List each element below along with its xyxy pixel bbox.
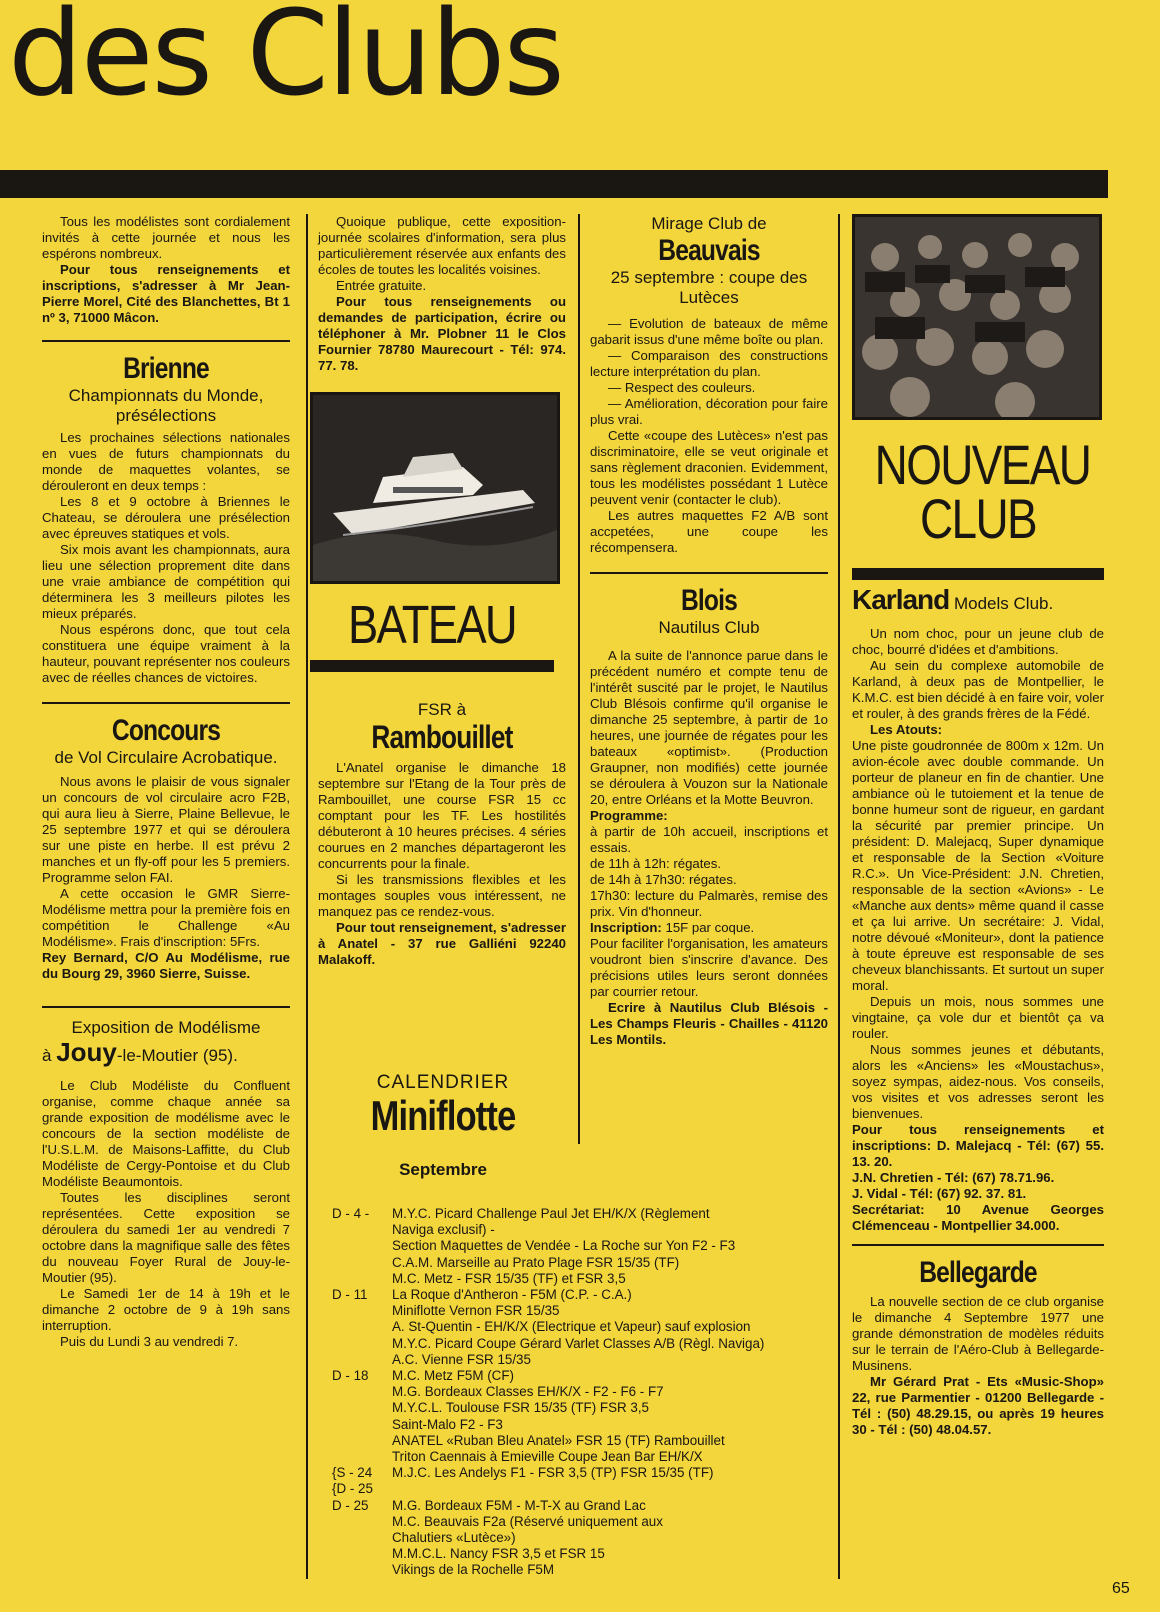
inscription-line (590, 920, 828, 936)
column-1 (42, 214, 290, 1350)
calendar-event: M.G. Bordeaux F5M - M-T-X au Grand Lac (392, 1497, 646, 1513)
page-number: 65 (1112, 1580, 1130, 1597)
intro-paragraph: Tous les modélistes sont cordialement invités à cette journée et nous les espérons nombreux. (42, 214, 290, 261)
bateau-label: BATEAU (347, 595, 517, 655)
calendar-date (332, 1271, 392, 1287)
calendar-date (332, 1222, 392, 1238)
section-divider (590, 572, 828, 574)
calendar-row (332, 1562, 832, 1578)
boat-image (313, 395, 557, 581)
entree-text: Entrée gratuite. (336, 278, 427, 293)
calendar-date: D - 18 (332, 1368, 369, 1384)
karland-contact: Secrétariat: 10 Avenue Georges Clémenceau - Montpellier 34.000. (852, 1202, 1104, 1233)
blois-title: Blois (680, 584, 738, 617)
calendar-date (332, 1530, 392, 1546)
jouy-title-pre: Exposition de Modélisme (71, 1018, 261, 1037)
karland-title-row (852, 584, 1104, 615)
blois-contact: Ecrire à Nautilus Club Blésois - Les Champs Fleuris - Chailles - 41120 Les Montils. (590, 1000, 828, 1047)
concours-contact: Rey Bernard, C/O Au Modélisme, rue du Bourg 29, 3960 Sierre, Suisse. (42, 950, 290, 981)
calendar-row (332, 1417, 832, 1433)
calendar-event: M.Y.C.L. Toulouse FSR 15/35 (TF) FSR 3,5 (392, 1400, 650, 1416)
atouts-paragraph: Une piste goudronnée de 800m x 12m. Un avion-école avec double commande. Un porteur de planeur en fin de chantier. Une ambiance où le tutoiement et la tenue de bonne humeur sont de rigueur, en gardant la sécurité par premier principe. Un président: D. Malejacq, Super dynamique et responsable de la Section «Voiture R.C.». Un Vice-Président: J.N. Chretien, responsable de la section «Avions» - Le «Manche aux dents» même quand il casse et ça lui arrive. Un secrétaire: J. Vidal, notre dévoué «Moniteur», dont la patience à toute épreuve est responsable de ses cheveux blanchissants. Et surtout un super moral. (852, 738, 1104, 993)
calendar-row (332, 1352, 832, 1368)
blois-subtitle: Nautilus Club (658, 618, 760, 637)
programme-item: de 11h à 12h: régates. (590, 856, 721, 871)
jouy-title (42, 1038, 290, 1070)
calendar-row (332, 1384, 832, 1400)
bateau-rule (310, 660, 554, 672)
calendar-date (332, 1384, 392, 1400)
calendar-row (332, 1238, 832, 1254)
calendar-event: Section Maquettes de Vendée - La Roche sur Yon F2 - F3 (392, 1238, 736, 1254)
calendar-row (332, 1465, 832, 1481)
calendar-event: ANATEL «Ruban Bleu Anatel» FSR 15 (TF) Rambouillet (392, 1432, 725, 1448)
nouveau-rule (852, 568, 1104, 580)
column-divider (306, 214, 308, 1579)
calendar-date (332, 1303, 392, 1319)
calendar-date (332, 1433, 392, 1449)
calendar-row (332, 1530, 832, 1546)
calendar-row (332, 1319, 832, 1335)
fsr-contact: Pour tout renseignement, s'adresser à Anatel - 37 rue Galliéni 92240 Malakoff. (318, 920, 566, 967)
karland-post: Models Club. (953, 594, 1054, 613)
calendar-row (332, 1368, 832, 1384)
calendar-event: Vikings de la Rochelle F5M (392, 1562, 555, 1578)
expo-paragraph: Quoique publique, cette exposition-journée scolaires d'information, sera plus particulièrement réservée aux enfants des écoles de toutes les localités voisines. (318, 214, 566, 277)
calendar-date (332, 1514, 392, 1530)
expo-contact: Pour tous renseignements ou demandes de participation, écrire ou téléphoner à Mr. Plobner 11 le Clos Fournier 78780 Maurecourt - Tél: 974. 77. 78. (318, 294, 566, 373)
karland-contact: Pour tous renseignements et inscriptions: D. Malejacq - Tél: (67) 55. 13. 20. (852, 1122, 1104, 1169)
fsr-paragraph: Si les transmissions flexibles et les montages souples vous intéressent, ne manquez pas ce rendez-vous. (318, 872, 566, 919)
bellegarde-paragraph: La nouvelle section de ce club organise le dimanche 4 Septembre 1977 une grande démonstration de modèles réduits sur le terrain de l'Aéro-Club à Bellegarde-Musinens. (852, 1294, 1104, 1373)
concours-paragraph: Nous avons le plaisir de vous signaler un concours de vol circulaire acro F2B, qui aura lieu à Sierre, Plaine Bellevue, le 25 septembre 1977 et qui se déroulera sur une piste en herbe. Il est prévu 2 manches et un fly-off pour les 5 premiers. Programme selon FAI. (42, 774, 290, 885)
calendar-row (332, 1481, 832, 1497)
calendar-header (318, 1072, 568, 1180)
calendar-date: {S - 24 (332, 1465, 373, 1481)
karland-paragraph: Nous sommes jeunes et débutants, alors les «Anciens» les «Moustachus», soyez sympas, aidez-nous. Vos conseils, vos visites et vos adresses seront les bienvenues. (852, 1042, 1104, 1121)
calendar-row (332, 1287, 832, 1303)
calendar-date: {D - 25 (332, 1481, 373, 1497)
bellegarde-title: Bellegarde (919, 1256, 1037, 1289)
calendar-event: A. St-Quentin - EH/K/X (Electrique et Vapeur) sauf explosion (392, 1319, 751, 1335)
calendar-event: M.J.C. Les Andelys F1 - FSR 3,5 (TP) FSR 15/35 (TF) (392, 1465, 714, 1481)
calendar-event: C.A.M. Marseille au Prato Plage FSR 15/35 (TF) (392, 1254, 680, 1270)
atouts-label: Les Atouts: (870, 722, 943, 737)
mirage-paragraph: Cette «coupe des Lutèces» n'est pas discriminatoire, elle se veut originale et sans règlement draconien. Evidemment, tous les modélistes possédant 1 Lutèce peuvent venir (contacter le club). (590, 428, 828, 507)
mirage-subtitle: 25 septembre : coupe des Lutèces (610, 268, 808, 307)
calendar-row (332, 1222, 832, 1238)
calendar-event: M.Y.C. Picard Challenge Paul Jet EH/K/X (Règlement (392, 1206, 710, 1221)
calendar-month: Septembre (399, 1160, 487, 1179)
calendar-row (332, 1514, 832, 1530)
concours-subtitle: de Vol Circulaire Acrobatique. (54, 748, 278, 767)
calendar-date: D - 11 (332, 1287, 368, 1303)
bellegarde-contact: Mr Gérard Prat - Ets «Music-Shop» 22, rue Parmentier - 01200 Bellegarde - Tél : (50) 48.29.15, ou après 19 heures 30 - Tél : (50) 48.04.57. (852, 1374, 1104, 1437)
mirage-paragraph: — Evolution de bateaux de même gabarit issus d'une même boîte ou plan. (590, 316, 828, 347)
calendar-event: A.C. Vienne FSR 15/35 (392, 1351, 531, 1367)
calendar-date (332, 1255, 392, 1271)
calendar-date (332, 1546, 392, 1562)
crowd-photo (852, 214, 1102, 420)
jouy-paragraph: Le Club Modéliste du Confluent organise, comme chaque année sa grande exposition de modélisme avec le concours de la section modéliste de l'U.S.L.M. de Maisons-Laffitte, du Club Modéliste de Cergy-Pontoise et du Club Modéliste Beaumontois. (42, 1078, 290, 1189)
section-divider (852, 1244, 1104, 1246)
calendar-date (332, 1238, 392, 1254)
calendar-date: D - 4 - (332, 1206, 370, 1221)
brienne-paragraph: Six mois avant les championnats, aura lieu une sélection proprement dite dans une vraie ambiance de compétition qui déterminera les 3 meilleurs pilotes les mieux préparés. (42, 542, 290, 621)
page-title: des Clubs (8, 0, 563, 122)
karland-paragraph: Un nom choc, pour un jeune club de choc, bourré d'idées et d'ambitions. (852, 626, 1104, 657)
column-3 (590, 214, 828, 1048)
calendar-event: M.C. Metz F5M (CF) (392, 1368, 514, 1384)
jouy-paragraph: Le Samedi 1er de 14 à 19h et le dimanche 2 octobre de 9 à 19h sans interruption. (42, 1286, 290, 1333)
calendar-date (332, 1400, 392, 1416)
brienne-title: Brienne (123, 352, 209, 385)
jouy-paragraph: Puis du Lundi 3 au vendredi 7. (60, 1334, 239, 1349)
calendar-date: D - 25 (332, 1497, 369, 1513)
calendar-event: M.M.C.L. Nancy FSR 3,5 et FSR 15 (392, 1546, 605, 1562)
calendar-date (332, 1319, 392, 1335)
calendar-list (332, 1206, 832, 1579)
club-label: CLUB (920, 487, 1036, 550)
fsr-title: Rambouillet (371, 719, 513, 755)
column-divider (578, 214, 580, 1144)
section-divider (42, 702, 290, 704)
calendar-event: Saint-Malo F2 - F3 (392, 1416, 503, 1432)
brienne-paragraph: Les prochaines sélections nationales en vues de futurs championnats du monde de maquettes volantes, se dérouleront en deux temps : (42, 430, 290, 493)
calendar-date (332, 1449, 392, 1465)
calendar-row (332, 1433, 832, 1449)
section-divider (42, 1006, 290, 1008)
column-divider (838, 214, 840, 1579)
calendar-event: M.C. Metz - FSR 15/35 (TF) et FSR 3,5 (392, 1270, 626, 1286)
mirage-title: Beauvais (658, 234, 760, 267)
calendar-event: M.C. Beauvais F2a (Réservé uniquement aux (392, 1513, 663, 1529)
jouy-paragraph: Toutes les disciplines seront représentées. Cette exposition se déroulera du samedi 1er au vendredi 7 octobre dans la magnifique salle des fêtes du nouveau Foyer Rural de Jouy-le-Moutier (95). (42, 1190, 290, 1285)
mirage-paragraph: — Amélioration, décoration pour faire plus vrai. (590, 396, 828, 427)
fsr-title-pre: FSR à (417, 700, 467, 719)
calendar-date (332, 1352, 392, 1368)
brienne-paragraph: Les 8 et 9 octobre à Briennes le Chateau, se déroulera une présélection avec épreuves statiques et vols. (42, 494, 290, 541)
calendar-row (332, 1546, 832, 1562)
calendar-row (332, 1400, 832, 1416)
calendar-row (332, 1303, 832, 1319)
calendar-event: Naviga exclusif) - (392, 1222, 495, 1238)
programme-label: Programme: (590, 808, 668, 823)
mirage-paragraph: Les autres maquettes F2 A/B sont accpetées, une coupe les récompensera. (590, 508, 828, 555)
section-divider (42, 340, 290, 342)
programme-item: 17h30: lecture du Palmarès, remise des prix. Vin d'honneur. (590, 888, 828, 919)
calendar-title: Miniflotte (370, 1092, 516, 1139)
karland-paragraph: Au sein du complexe automobile de Karland, à deux pas de Montpellier, le K.M.C. est bien décidé à en faire voir, voler et rouler, à des grands frères de la Fédé. (852, 658, 1104, 721)
concours-title: Concours (111, 714, 221, 747)
calendar-row (332, 1336, 832, 1352)
jouy-title-post: -le-Moutier (95). (116, 1046, 238, 1065)
jouy-title-a: à (42, 1046, 52, 1065)
mirage-pre: Mirage Club de (651, 214, 767, 233)
calendar-event: M.G. Bordeaux Classes EH/K/X - F2 - F6 - F7 (392, 1384, 664, 1400)
column-4 (852, 214, 1104, 1438)
brienne-paragraph: Nous espérons donc, que tout cela constituera une équipe vraiment à la hauteur, pouvant représenter nos couleurs avec de réelles chances de victoires. (42, 622, 290, 685)
calendar-event: M.Y.C. Picard Coupe Gérard Varlet Classes A/B (Règl. Naviga) (392, 1335, 765, 1351)
calendar-event: Triton Caennais à Emieville Coupe Jean Bar EH/K/X (392, 1449, 703, 1465)
inscription-label: Inscription: (590, 920, 662, 935)
programme-item: de 14h à 17h30: régates. (590, 872, 737, 887)
karland-paragraph: Depuis un mois, nous sommes une vingtaine, ça vole dur et bientôt ça va rouler. (852, 994, 1104, 1041)
concours-paragraph: A cette occasion le GMR Sierre-Modélisme mettra pour la première fois en compétition le Challenge «Au Modélisme». Frais d'inscription: 5Frs. (42, 886, 290, 949)
boat-photo (310, 392, 560, 584)
brienne-subtitle: Championnats du Monde, présélections (68, 386, 264, 425)
calendar-event: Chalutiers «Lutèce») (392, 1530, 516, 1546)
karland-contact: J.N. Chretien - Tél: (67) 78.71.96. (852, 1170, 1055, 1185)
inscription-value: 15F par coque. (665, 920, 755, 935)
calendar-row (332, 1255, 832, 1271)
header-rule (0, 170, 1108, 198)
karland-contact: J. Vidal - Tél: (67) 92. 37. 81. (852, 1186, 1027, 1201)
fsr-paragraph: L'Anatel organise le dimanche 18 septembre sur l'Etang de la Tour près de Rambouillet, une course FSR 15 cc comptant pour les TF. Les hostilités débuteront à 10 heures précises. 4 séries courues en 2 manches départageront les concurrents pour la finale. (318, 760, 566, 871)
calendar-event: Miniflotte Vernon FSR 15/35 (392, 1303, 560, 1319)
nouveau-label: NOUVEAU (874, 433, 1091, 496)
karland-title: Karland (852, 584, 950, 615)
calendar-row (332, 1271, 832, 1287)
calendar-event: La Roque d'Antheron - F5M (C.P. - C.A.) (392, 1287, 632, 1303)
calendar-date (332, 1417, 392, 1433)
calendar-row (332, 1498, 832, 1514)
column-2 (318, 214, 566, 968)
programme-item: à partir de 10h accueil, inscriptions et essais. (590, 824, 828, 855)
jouy-title-big: Jouy (56, 1037, 117, 1067)
calendar-date (332, 1336, 392, 1352)
mirage-paragraph: — Respect des couleurs. (608, 380, 756, 395)
intro-contact: Pour tous renseignements et inscriptions, s'adresser à Mr Jean-Pierre Morel, Cité des Blanchettes, Bt 1 nº 3, 71000 Mâcon. (42, 262, 290, 325)
blois-note: Pour faciliter l'organisation, les amateurs voudront bien s'inscrire d'avance. Des précisions utiles leurs seront données par courrier retour. (590, 936, 828, 999)
calendar-pre: CALENDRIER (376, 1072, 510, 1093)
calendar-date (332, 1562, 392, 1578)
calendar-row (332, 1449, 832, 1465)
mirage-paragraph: — Comparaison des constructions lecture interprétation du plan. (590, 348, 828, 379)
blois-paragraph: A la suite de l'annonce parue dans le précédent numéro et compte tenu de l'intérêt suscité par le projet, le Nautilus Club Blésois confirme qu'il organise le dimanche 25 septembre, à partir de 1o heures, une journée de régates pour les bateaux «optimist». (Production Graupner, non modifiés) cette journée se déroulera à Vouzon sur la Nationale 20, entre Orléans et la Motte Beuvron. (590, 648, 828, 807)
crowd-image (855, 217, 1099, 417)
calendar-row (332, 1206, 832, 1222)
